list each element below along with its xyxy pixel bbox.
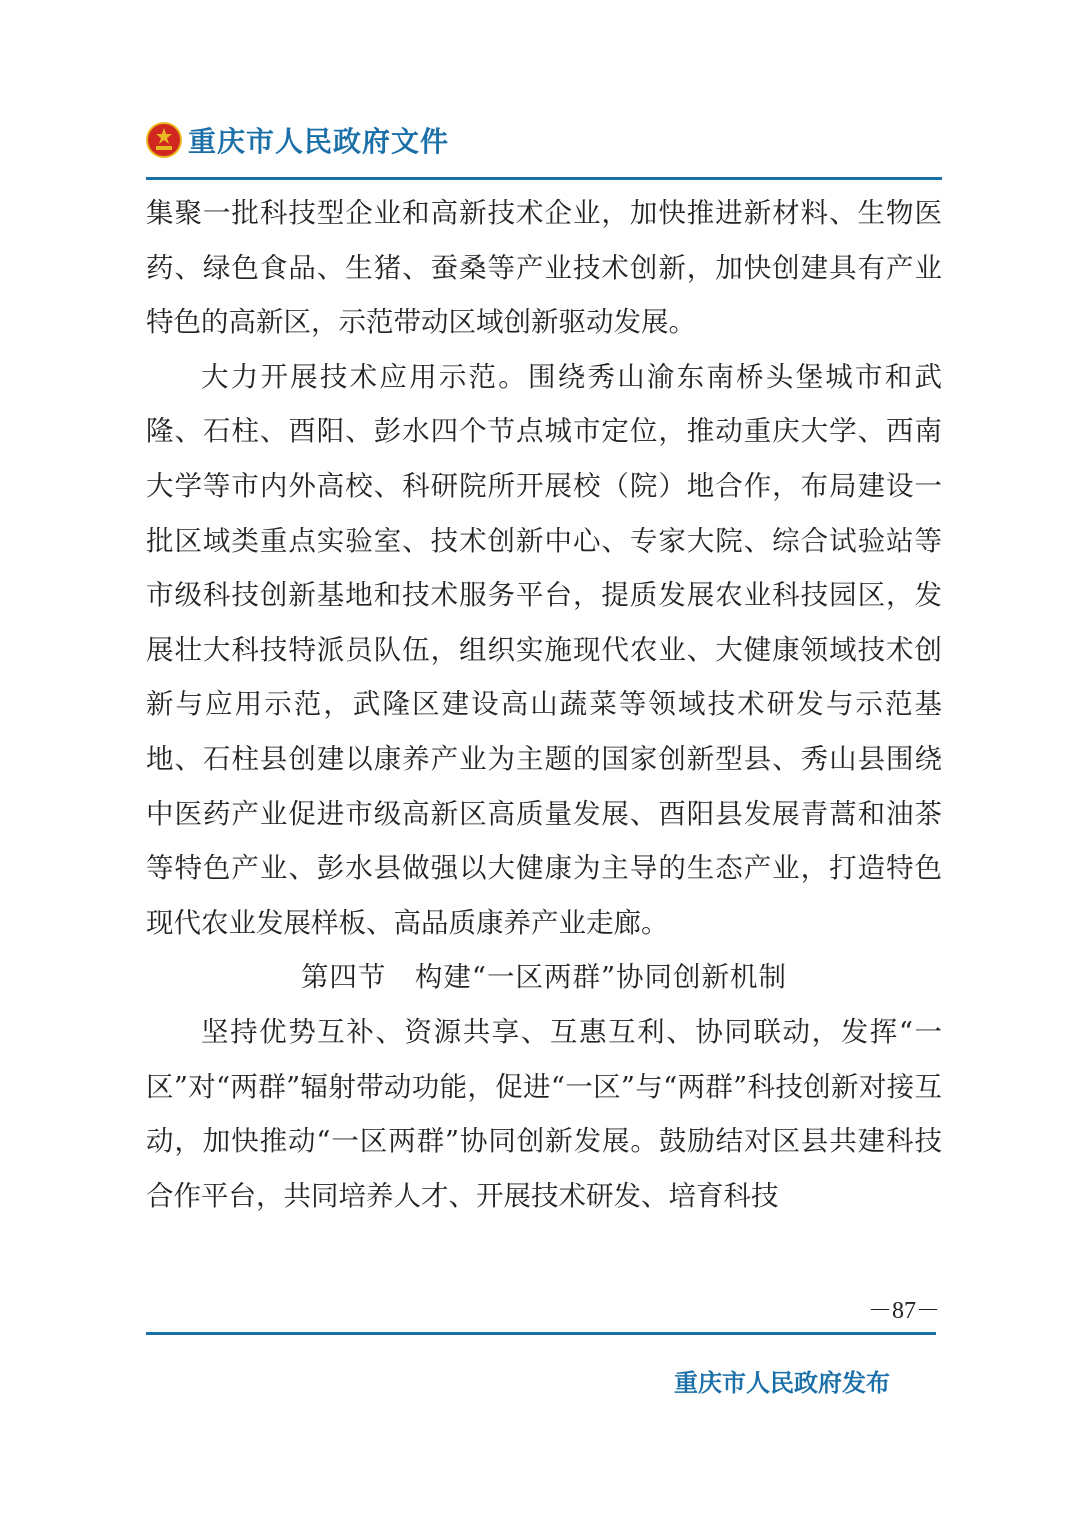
header-divider <box>146 177 942 180</box>
document-body <box>146 186 942 1223</box>
paragraph-1: 集聚一批科技型企业和高新技术企业，加快推进新材料、生物医药、绿色食品、生猪、蚕桑等产业技术创新，加快创建具有产业特色的高新区，示范带动区域创新驱动发展。 <box>146 197 942 339</box>
footer-publisher: 重庆市人民政府发布 <box>674 1369 890 1397</box>
paragraph-3: 坚持优势互补、资源共享、互惠互利、协同联动，发挥“一区”对“两群”辐射带动功能，促进“一区”与“两群”科技创新对接互动，加快推动“一区两群”协同创新发展。鼓励结对区县共建科技合作平台，共同培养人才、开展技术研发、培育科技 <box>146 1015 942 1212</box>
paragraph-2: 大力开展技术应用示范。围绕秀山渝东南桥头堡城市和武隆、石柱、酉阳、彭水四个节点城市定位，推动重庆大学、西南大学等市内外高校、科研院所开展校（院）地合作，布局建设一批区域类重点实验室、技术创新中心、专家大院、综合试验站等市级科技创新基地和技术服务平台，提质发展农业科技园区，发展壮大科技特派员队伍，组织实施现代农业、大健康领域技术创新与应用示范，武隆区建设高山蔬菜等领域技术研发与示范基地、石柱县创建以康养产业为主题的国家创新型县、秀山县围绕中医药产业促进市级高新区高质量发展、酉阳县发展青蒿和油茶等特色产业、彭水县做强以大健康为主导的生态产业，打造特色现代农业发展样板、高品质康养产业走廊。 <box>146 360 942 939</box>
page-number: －87－ <box>868 1298 940 1324</box>
header-title: 重庆市人民政府文件 <box>188 125 450 158</box>
section-title: 第四节 构建“一区两群”协同创新机制 <box>300 961 788 994</box>
footer-divider <box>146 1332 936 1335</box>
national-emblem-icon <box>146 122 182 158</box>
document-header <box>146 120 449 160</box>
